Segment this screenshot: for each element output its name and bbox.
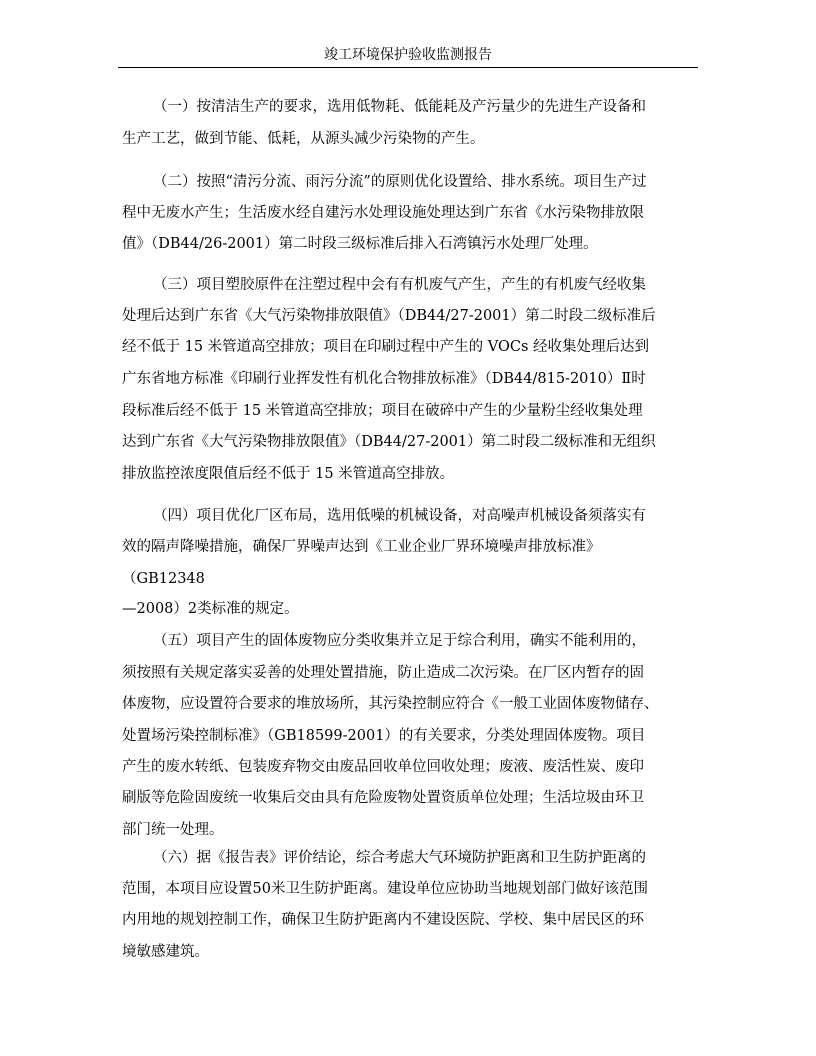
paragraph-5-line-7: 部门统一处理。: [122, 822, 224, 838]
paragraph-5-line-1: （五）项目产生的固体废物应分类收集并立足于综合利用，确实不能利用的，: [153, 633, 646, 649]
paragraph-5-line-4: 处置场污染控制标准》（GB18599-2001）的有关要求，分类处理固体废物。项目: [122, 728, 646, 744]
paragraph-2-line-2: 程中无废水产生；生活废水经自建污水处理设施处理达到广东省《水污染物排放限: [122, 205, 644, 221]
paragraph-4-line-3: （GB12348: [122, 571, 205, 587]
paragraph-1-line-2: 生产工艺，做到节能、低耗，从源头减少污染物的产生。: [122, 131, 485, 147]
paragraph-6-line-2: 范围，本项目应设置50米卫生防护距离。建设单位应协助当地规划部门做好该范围: [122, 881, 648, 897]
paragraph-6-line-3: 内用地的规划控制工作，确保卫生防护距离内不建设医院、学校、集中居民区的环: [122, 912, 644, 928]
paragraph-5-line-6: 刷版等危险固废统一收集后交由具有危险废物处置资质单位处理；生活垃圾由环卫: [122, 790, 644, 806]
paragraph-3-line-4: 广东省地方标准《印刷行业挥发性有机化合物排放标准》（DB44/815-2010）Ⅱ时: [122, 371, 646, 387]
header-divider: [118, 67, 698, 68]
report-header-title: 竣工环境保护验收监测报告: [324, 47, 492, 63]
paragraph-5-line-2: 须按照有关规定落实妥善的处理处置措施，防止造成二次污染。在厂区内暂存的固: [122, 665, 644, 681]
paragraph-5-line-3: 体废物，应设置符合要求的堆放场所，其污染控制应符合《一般工业固体废物储存、: [122, 696, 659, 712]
paragraph-5-line-5: 产生的废水转纸、包装废弃物交由废品回收单位回收处理；废液、废活性炭、废印: [122, 759, 644, 775]
paragraph-4-line-4: —2008）2类标准的规定。: [122, 601, 299, 617]
paragraph-4-line-2: 效的隔声降噪措施，确保厂界噪声达到《工业企业厂界环境噪声排放标准》: [122, 539, 601, 555]
paragraph-2-line-3: 值》（DB44/26-2001）第二时段三级标准后排入石湾镇污水处理厂处理。: [122, 236, 598, 252]
paragraph-3-line-2: 处理后达到广东省《大气污染物排放限值》（DB44/27-2001）第二时段二级标准后: [122, 308, 656, 324]
paragraph-3-line-1: （三）项目塑胶原件在注塑过程中会有有机废气产生，产生的有机废气经收集: [153, 277, 646, 293]
paragraph-4-line-1: （四）项目优化厂区布局，选用低噪的机械设备，对高噪声机械设备须落实有: [153, 508, 646, 524]
paragraph-3-line-7: 排放监控浓度限值后经不低于 15 米管道高空排放。: [122, 466, 455, 482]
paragraph-3-line-5: 段标准后经不低于 15 米管道高空排放；项目在破碎中产生的少量粉尘经收集处理: [122, 403, 643, 419]
paragraph-6-line-1: （六）据《报告表》评价结论，综合考虑大气环境防护距离和卫生防护距离的: [153, 850, 646, 866]
paragraph-2-line-1: （二）按照“清污分流、雨污分流”的原则优化设置给、排水系统。项目生产过: [153, 174, 647, 190]
paragraph-1-line-1: （一）按清洁生产的要求，选用低物耗、低能耗及产污量少的先进生产设备和: [153, 99, 646, 115]
paragraph-3-line-6: 达到广东省《大气污染物排放限值》（DB44/27-2001）第二时段二级标准和无组织: [122, 434, 656, 450]
paragraph-3-line-3: 经不低于 15 米管道高空排放；项目在印刷过程中产生的 VOCs 经收集处理后达到: [122, 339, 650, 355]
paragraph-6-line-4: 境敏感建筑。: [122, 944, 209, 960]
